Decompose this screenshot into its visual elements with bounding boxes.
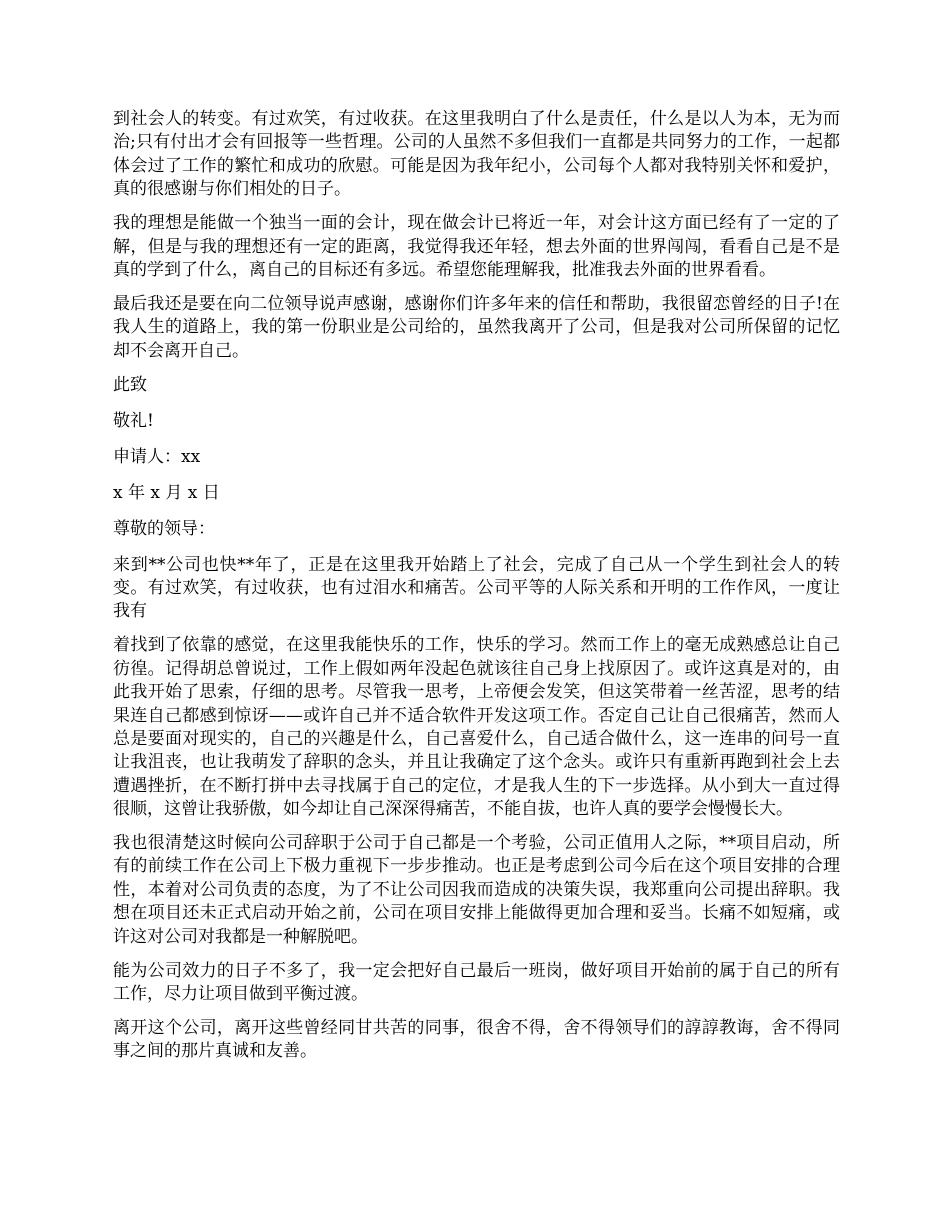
document-body bbox=[113, 108, 840, 1074]
paragraph-1: 到社会人的转变。有过欢笑，有过收获。在这里我明白了什么是责任，什么是以人为本，无为而治;只有付出才会有回报等一些哲理。公司的人虽然不多但我们一直都是共同努力的工作，一起都体会过了工作的繁忙和成功的欣慰。可能是因为我年纪小，公司每个人都对我特别关怀和爱护，真的很感谢与你们相处的日子。 bbox=[113, 109, 840, 200]
paragraph-4: 来到**公司也快**年了，正是在这里我开始踏上了社会，完成了自己从一个学生到社会人的转变。有过欢笑，有过收获，也有过泪水和痛苦。公司平等的人际关系和开明的工作作风，一度让我有 bbox=[113, 554, 840, 622]
date-line: x 年 x 月 x 日 bbox=[113, 482, 220, 503]
paragraph-7: 能为公司效力的日子不多了，我一定会把好自己最后一班岗，做好项目开始前的属于自己的所有工作，尽力让项目做到平衡过渡。 bbox=[113, 960, 840, 1004]
paragraph-6: 我也很清楚这时候向公司辞职于公司于自己都是一个考验，公司正值用人之际，**项目启动，所有的前续工作在公司上下极力重视下一步步推动。也正是考虑到公司今后在这个项目安排的合理性，本着对公司负责的态度，为了不让公司因我而造成的决策失误，我郑重向公司提出辞职。我想在项目还未正式启动开始之前，公司在项目安排上能做得更加合理和妥当。长痛不如短痛，或许这对公司对我都是一种解脱吧。 bbox=[113, 833, 840, 947]
paragraph-2: 我的理想是能做一个独当一面的会计，现在做会计已将近一年，对会计这方面已经有了一定的了解，但是与我的理想还有一定的距离，我觉得我还年轻，想去外面的世界闯闯，看看自己是不是真的学到了什么，离自己的目标还有多远。希望您能理解我，批准我去外面的世界看看。 bbox=[113, 213, 840, 280]
paragraph-5: 着找到了依靠的感觉，在这里我能快乐的工作，快乐的学习。然而工作上的毫无成熟感总让自己彷徨。记得胡总曾说过，工作上假如两年没起色就该往自己身上找原因了。或许这真是对的，由此我开始了思索，仔细的思考。尽管我一思考，上帝便会发笑，但这笑带着一丝苦涩，思考的结果连自己都感到惊讶——或许自己并不适合软件开发这项工作。否定自己让自己很痛苦，然而人总是要面对现实的，自己的兴趣是什么，自己喜爱什么，自己适合做什么，这一连串的问号一直让我沮丧，也让我萌发了辞职的念头，并且让我确定了这个念头。或许只有重新再跑到社会上去遭遇挫折，在不断打拼中去寻找属于自己的定位，才是我人生的下一步选择。从小到大一直过得很顺，这曾让我骄傲，如今却让自己深深得痛苦，不能自拔，也许人真的要学会慢慢长大。 bbox=[113, 635, 840, 820]
applicant-line: 申请人：xx bbox=[113, 446, 201, 467]
paragraph-3: 最后我还是要在向二位领导说声感谢，感谢你们许多年来的信任和帮助，我很留恋曾经的日子!在我人生的道路上，我的第一份职业是公司给的，虽然我离开了公司，但是我对公司所保留的记忆却不会离开自己。 bbox=[113, 293, 840, 361]
closing-salutation: 此致 bbox=[113, 374, 147, 395]
greeting: 尊敬的领导： bbox=[113, 518, 215, 539]
closing-regards: 敬礼! bbox=[113, 410, 154, 431]
paragraph-8: 离开这个公司，离开这些曾经同甘共苦的同事，很舍不得，舍不得领导们的諄諄教诲，舍不得同事之间的那片真诚和友善。 bbox=[113, 1017, 840, 1062]
